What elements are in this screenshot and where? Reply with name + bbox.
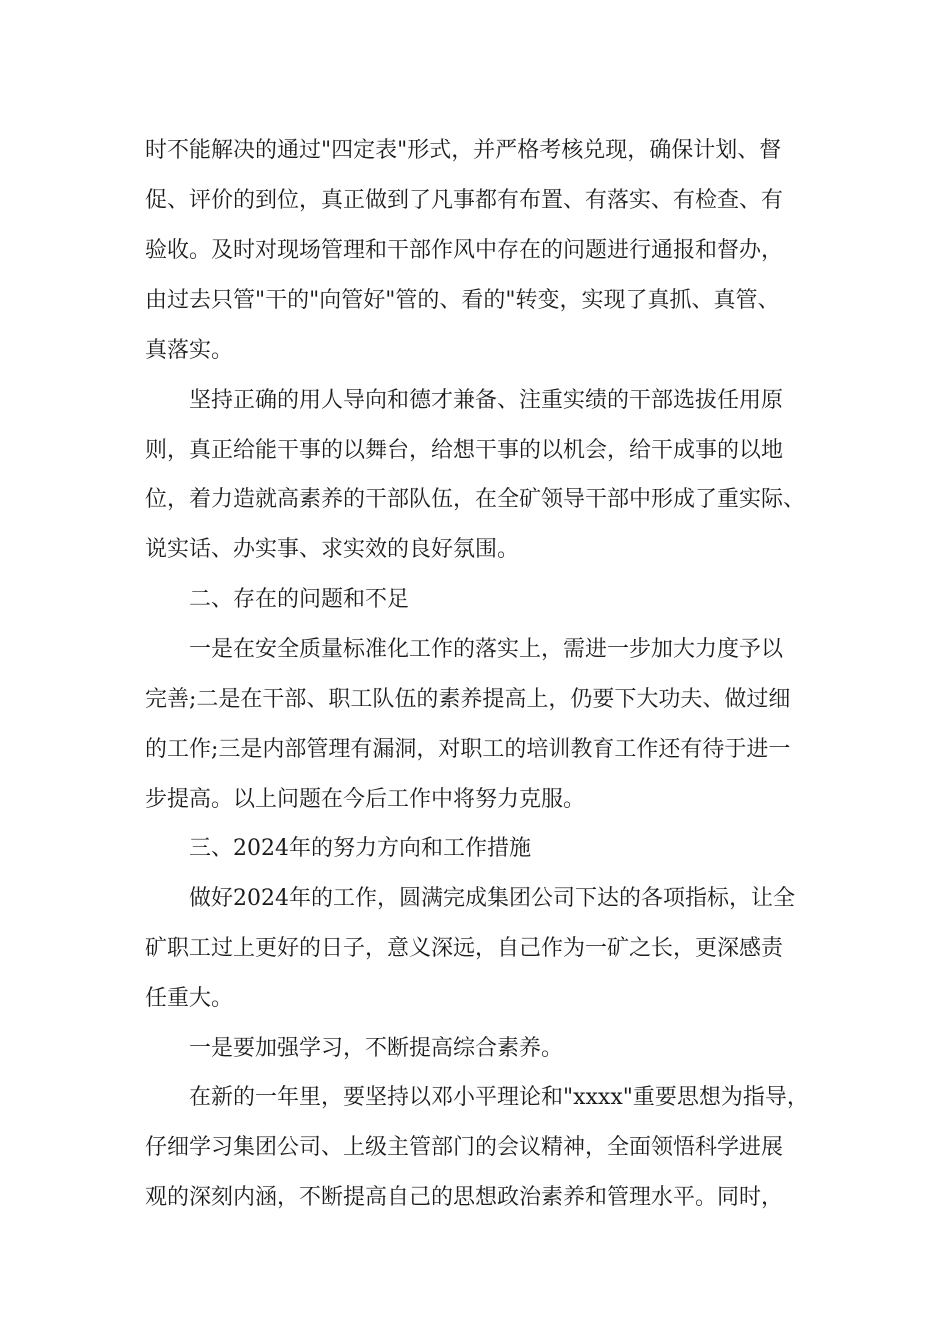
text-line: 真落实。 [145,338,234,363]
text-line: 做好2024年的工作，圆满完成集团公司下达的各项指标，让全 [189,886,795,911]
text-line: 位，着力造就高素养的干部队伍，在全矿领导干部中形成了重实际、 [145,487,806,512]
text-line: 观的深刻内涵，不断提高自己的思想政治素养和管理水平。同时， [145,1185,784,1210]
text-line: 验收。及时对现场管理和干部作风中存在的问题进行通报和督办， [145,238,784,263]
text-line: 的工作;三是内部管理有漏洞，对职工的培训教育工作还有待于进一 [145,737,791,762]
text-line: 在新的一年里，要坚持以邓小平理论和"xxxx"重要思想为指导， [189,1085,809,1110]
section-heading: 三、2024年的努力方向和工作措施 [189,836,531,861]
text-line: 矿职工过上更好的日子，意义深远，自己作为一矿之长，更深感责 [145,936,784,961]
section-heading: 二、存在的问题和不足 [189,587,410,612]
text-line: 则，真正给能干事的以舞台，给想干事的以机会，给干成事的以地 [145,438,784,463]
text-line: 完善;二是在干部、职工队伍的素养提高上，仍要下大功夫、做过细 [145,687,791,712]
text-line: 一是要加强学习，不断提高综合素养。 [189,1036,564,1061]
text-line: 说实话、办实事、求实效的良好氛围。 [145,537,520,562]
text-line: 仔细学习集团公司、上级主管部门的会议精神，全面领悟科学进展 [145,1135,784,1160]
text-line: 坚持正确的用人导向和德才兼备、注重实绩的干部选拔任用原 [189,388,784,413]
text-line: 由过去只管"干的"向管好"管的、看的"转变，实现了真抓、真管、 [145,288,780,313]
text-line: 时不能解决的通过"四定表"形式，并严格考核兑现，确保计划、督 [145,138,782,163]
text-line: 促、评价的到位，真正做到了凡事都有布置、有落实、有检查、有 [145,188,784,213]
text-line: 任重大。 [145,986,234,1011]
text-line: 步提高。以上问题在今后工作中将努力克服。 [145,787,586,812]
text-line: 一是在安全质量标准化工作的落实上，需进一步加大力度予以 [189,637,784,662]
